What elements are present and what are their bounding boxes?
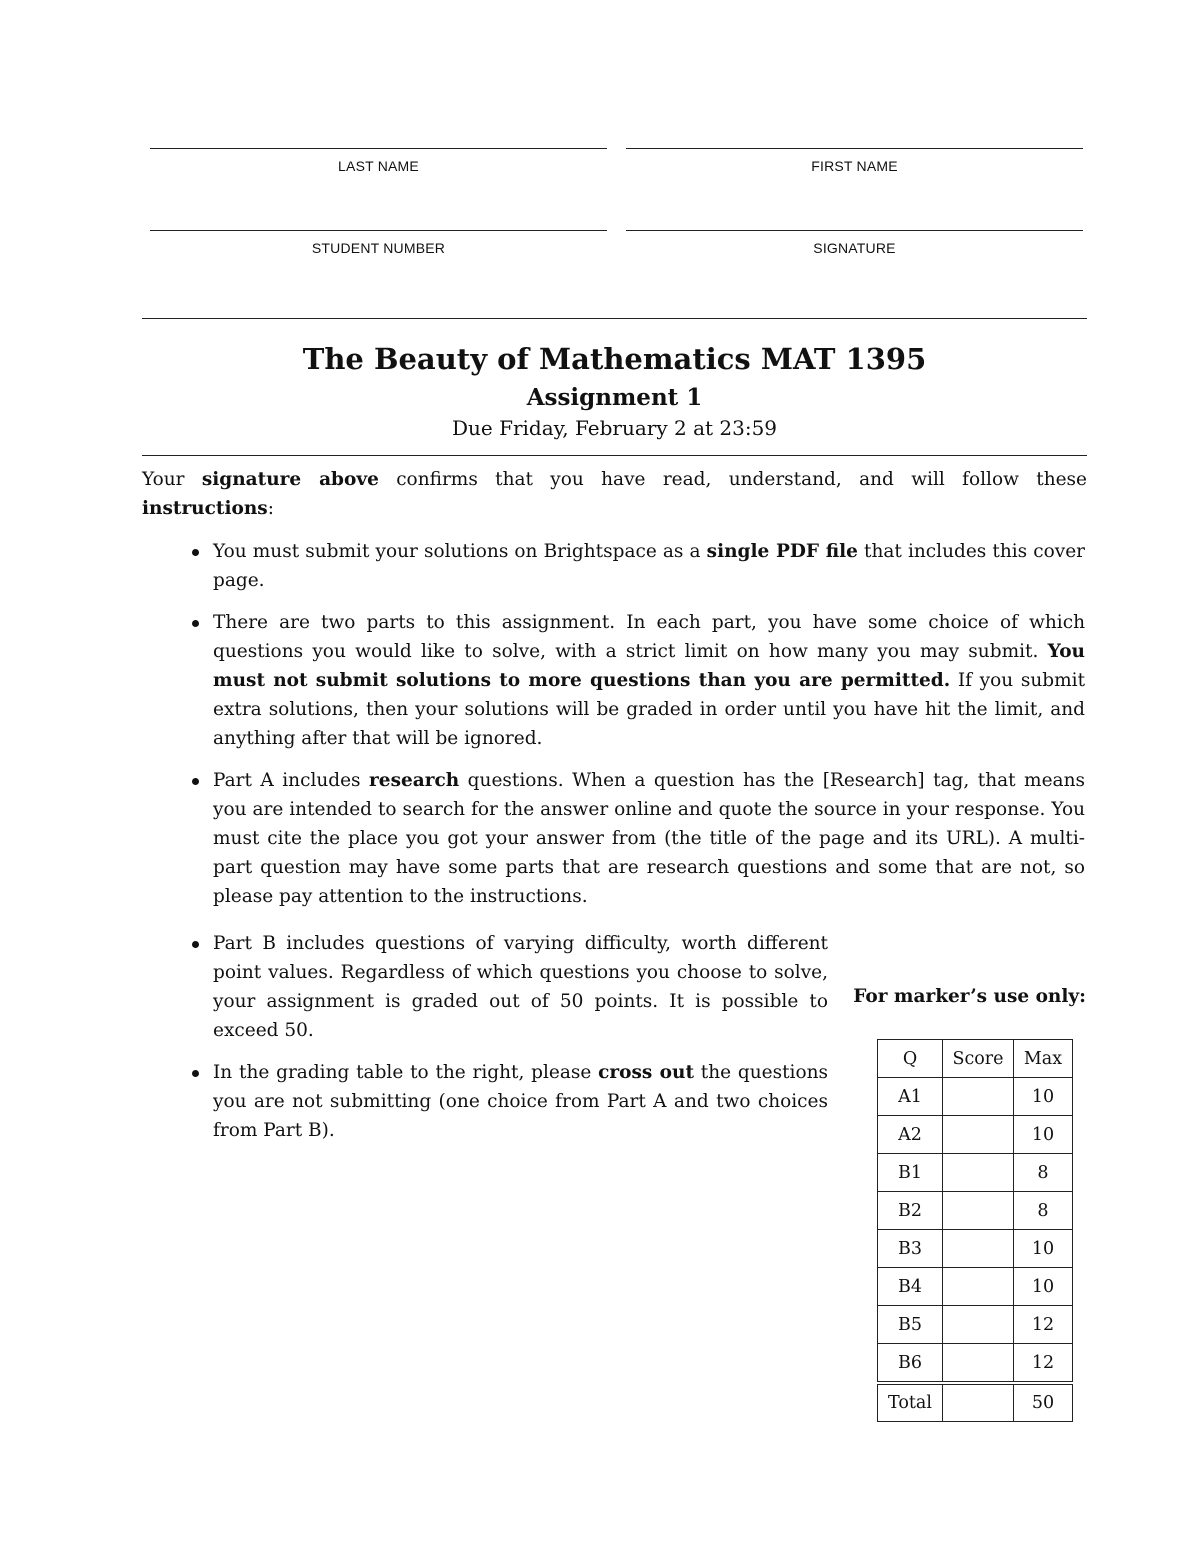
student-number-line[interactable] (150, 230, 607, 231)
table-header-row (878, 1040, 1073, 1078)
due-date: Due Friday, February 2 at 23:59 (451, 416, 778, 440)
row-question: A1 (878, 1078, 943, 1116)
row-max: 10 (1014, 1116, 1073, 1154)
list-item: Part B includes questions of varying difficulty, worth different point values. Regardless of which questions you choose to solve, your assignment is graded out of 50 points. It is possible to exceed 50. (190, 929, 828, 1045)
row-max: 12 (1014, 1344, 1073, 1384)
last-name-line[interactable] (150, 148, 607, 149)
total-label: Total (878, 1383, 943, 1422)
row-max: 10 (1014, 1230, 1073, 1268)
row-question: B5 (878, 1306, 943, 1344)
row-score[interactable] (943, 1154, 1014, 1192)
top-rule (142, 318, 1087, 319)
row-score[interactable] (943, 1344, 1014, 1384)
table-row (878, 1230, 1073, 1268)
row-score[interactable] (943, 1268, 1014, 1306)
student-number-label: STUDENT NUMBER (311, 240, 446, 256)
row-score[interactable] (943, 1078, 1014, 1116)
last-name-label: LAST NAME (338, 158, 419, 174)
row-question: B4 (878, 1268, 943, 1306)
row-question: B2 (878, 1192, 943, 1230)
row-question: B3 (878, 1230, 943, 1268)
assignment-title: Assignment 1 (526, 384, 703, 411)
row-question: B1 (878, 1154, 943, 1192)
list-item: There are two parts to this assignment. In each part, you have some choice of which questions you would like to solve, with a strict limit on how many you may submit. You must not submit solutions to more questions than you are permitted. If you submit extra solutions, then your solutions will be graded in order until you have hit the limit, and anything after that will be ignored. (190, 608, 1085, 753)
table-row (878, 1268, 1073, 1306)
table-row (878, 1078, 1073, 1116)
marker-label: For marker’s use only: (853, 986, 1086, 1007)
grading-table (877, 1039, 1073, 1422)
row-score[interactable] (943, 1116, 1014, 1154)
first-name-line[interactable] (626, 148, 1083, 149)
table-row (878, 1192, 1073, 1230)
table-row (878, 1116, 1073, 1154)
instruction-list-narrow (190, 929, 828, 1158)
list-item: In the grading table to the right, please cross out the questions you are not submitting (one choice from Part A and two choices from Part B). (190, 1058, 828, 1145)
table-row (878, 1306, 1073, 1344)
row-max: 10 (1014, 1078, 1073, 1116)
list-item: Part A includes research questions. When a question has the [Research] tag, that means you are intended to search for the answer online and quote the source in your response. You must cite the place you got your answer from (the title of the page and its URL). A multi-part question may have some parts that are research questions and some that are not, so please pay attention to the instructions. (190, 766, 1085, 911)
row-question: A2 (878, 1116, 943, 1154)
signature-line[interactable] (626, 230, 1083, 231)
row-max: 12 (1014, 1306, 1073, 1344)
row-score[interactable] (943, 1306, 1014, 1344)
header-q: Q (878, 1040, 943, 1078)
row-max: 10 (1014, 1268, 1073, 1306)
bottom-rule (142, 455, 1087, 456)
intro-paragraph: Your signature above confirms that you have read, understand, and will follow these instructions: (142, 469, 1087, 519)
instruction-list (190, 537, 1085, 924)
first-name-label: FIRST NAME (811, 158, 898, 174)
header-score: Score (943, 1040, 1014, 1078)
list-item: You must submit your solutions on Brightspace as a single PDF file that includes this cover page. (190, 537, 1085, 595)
header-max: Max (1014, 1040, 1073, 1078)
page-title: The Beauty of Mathematics MAT 1395 (302, 342, 927, 376)
row-question: B6 (878, 1344, 943, 1384)
table-row (878, 1154, 1073, 1192)
total-row (878, 1383, 1073, 1422)
row-score[interactable] (943, 1230, 1014, 1268)
table-row (878, 1344, 1073, 1384)
total-max: 50 (1014, 1383, 1073, 1422)
signature-label: SIGNATURE (813, 240, 896, 256)
total-score[interactable] (943, 1383, 1014, 1422)
row-score[interactable] (943, 1192, 1014, 1230)
row-max: 8 (1014, 1154, 1073, 1192)
row-max: 8 (1014, 1192, 1073, 1230)
